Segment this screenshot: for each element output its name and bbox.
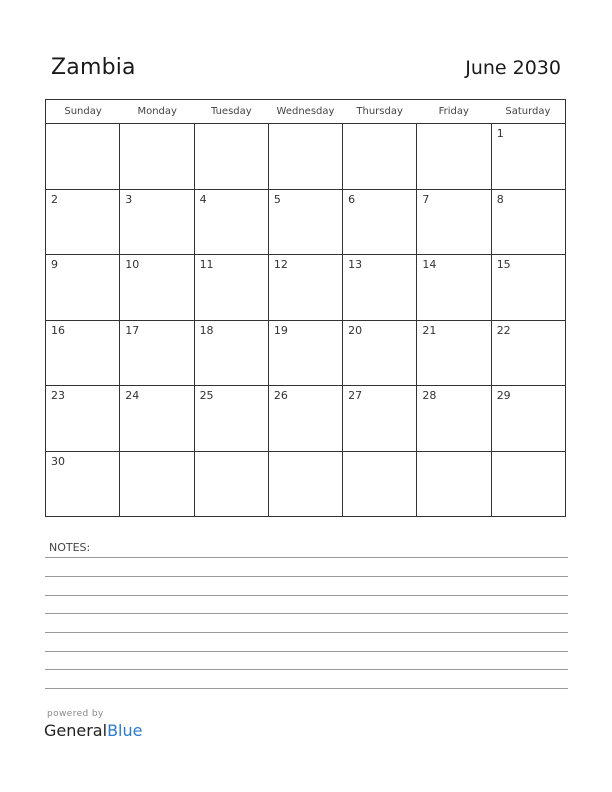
logo-text-general: General bbox=[44, 721, 108, 740]
calendar-grid bbox=[45, 99, 566, 517]
day-cell bbox=[46, 386, 120, 451]
day-cell bbox=[269, 386, 343, 451]
day-number: 24 bbox=[125, 389, 140, 402]
week-row bbox=[46, 321, 565, 387]
day-cell bbox=[120, 321, 194, 386]
day-number: 6 bbox=[348, 192, 356, 206]
day-number: 29 bbox=[496, 389, 511, 402]
day-number: 23 bbox=[51, 389, 65, 402]
week-row bbox=[46, 452, 565, 518]
weekday-monday: Monday bbox=[137, 106, 177, 117]
day-number: 1 bbox=[496, 127, 504, 140]
day-cell bbox=[417, 190, 491, 255]
notes-line bbox=[45, 651, 568, 652]
day-cell bbox=[195, 386, 269, 451]
day-number: 30 bbox=[51, 454, 65, 468]
notes-line bbox=[45, 576, 568, 577]
day-cell bbox=[269, 255, 343, 320]
day-number: 14 bbox=[422, 258, 437, 271]
day-cell bbox=[120, 452, 194, 518]
notes-line bbox=[45, 613, 568, 614]
day-number: 5 bbox=[273, 192, 281, 206]
generalblue-logo bbox=[44, 721, 142, 740]
day-cell bbox=[46, 321, 120, 386]
day-number: 15 bbox=[496, 258, 511, 271]
notes-line bbox=[45, 595, 568, 596]
day-number: 25 bbox=[199, 389, 214, 402]
day-cell bbox=[417, 386, 491, 451]
week-row bbox=[46, 255, 565, 321]
day-number: 19 bbox=[273, 323, 288, 337]
notes-line bbox=[45, 688, 568, 689]
country-title: Zambia bbox=[51, 55, 136, 80]
day-number: 7 bbox=[422, 192, 430, 206]
day-number: 20 bbox=[348, 323, 363, 337]
powered-by-text: powered by bbox=[47, 709, 104, 719]
day-cell bbox=[492, 386, 565, 451]
day-number: 21 bbox=[422, 323, 437, 337]
day-number: 13 bbox=[348, 258, 363, 271]
day-cell bbox=[492, 255, 565, 320]
day-number: 22 bbox=[496, 323, 511, 337]
day-cell bbox=[195, 124, 269, 189]
day-number: 8 bbox=[496, 192, 504, 206]
day-cell bbox=[492, 321, 565, 386]
day-cell bbox=[343, 190, 417, 255]
day-cell bbox=[120, 190, 194, 255]
day-number: 17 bbox=[125, 323, 140, 337]
day-cell bbox=[343, 386, 417, 451]
day-cell bbox=[492, 190, 565, 255]
day-number: 18 bbox=[199, 323, 214, 337]
day-cell bbox=[195, 452, 269, 518]
day-cell bbox=[492, 124, 565, 189]
day-number: 26 bbox=[273, 389, 288, 402]
day-cell bbox=[417, 452, 491, 518]
day-number: 16 bbox=[51, 323, 65, 337]
day-cell bbox=[269, 124, 343, 189]
day-number: 3 bbox=[125, 192, 133, 206]
day-number: 2 bbox=[51, 192, 58, 206]
notes-line bbox=[45, 669, 568, 670]
day-cell bbox=[417, 124, 491, 189]
day-cell bbox=[120, 386, 194, 451]
notes-line bbox=[45, 557, 568, 558]
weekday-friday: Friday bbox=[438, 106, 469, 117]
logo-text-blue: Blue bbox=[107, 721, 143, 740]
day-cell bbox=[343, 321, 417, 386]
week-row bbox=[46, 386, 565, 452]
day-number: 4 bbox=[199, 192, 207, 206]
day-cell bbox=[417, 321, 491, 386]
weekday-saturday: Saturday bbox=[505, 106, 551, 117]
day-cell bbox=[417, 255, 491, 320]
day-cell bbox=[195, 255, 269, 320]
day-number: 28 bbox=[422, 389, 437, 402]
day-number: 9 bbox=[51, 258, 58, 271]
month-year-title: June 2030 bbox=[465, 57, 561, 79]
day-cell bbox=[269, 190, 343, 255]
day-cell bbox=[46, 124, 120, 189]
weekday-thursday: Thursday bbox=[356, 106, 403, 117]
day-cell bbox=[46, 255, 120, 320]
day-number: 10 bbox=[125, 258, 140, 271]
weekday-tuesday: Tuesday bbox=[211, 106, 252, 117]
day-cell bbox=[46, 452, 120, 518]
weekday-sunday: Sunday bbox=[64, 106, 102, 117]
day-cell bbox=[343, 452, 417, 518]
week-row bbox=[46, 124, 565, 190]
day-cell bbox=[343, 255, 417, 320]
day-cell bbox=[195, 321, 269, 386]
day-number: 11 bbox=[199, 258, 214, 271]
day-cell bbox=[46, 190, 120, 255]
notes-label: NOTES: bbox=[49, 541, 91, 554]
weekday-wednesday: Wednesday bbox=[276, 106, 335, 117]
day-cell bbox=[269, 321, 343, 386]
day-cell bbox=[343, 124, 417, 189]
day-cell bbox=[269, 452, 343, 518]
day-number: 12 bbox=[273, 258, 288, 271]
notes-line bbox=[45, 632, 568, 633]
day-cell bbox=[120, 124, 194, 189]
weekday-header-row bbox=[46, 100, 565, 124]
day-cell bbox=[195, 190, 269, 255]
day-number: 27 bbox=[348, 389, 363, 402]
week-row bbox=[46, 190, 565, 256]
day-cell bbox=[120, 255, 194, 320]
day-cell bbox=[492, 452, 565, 518]
